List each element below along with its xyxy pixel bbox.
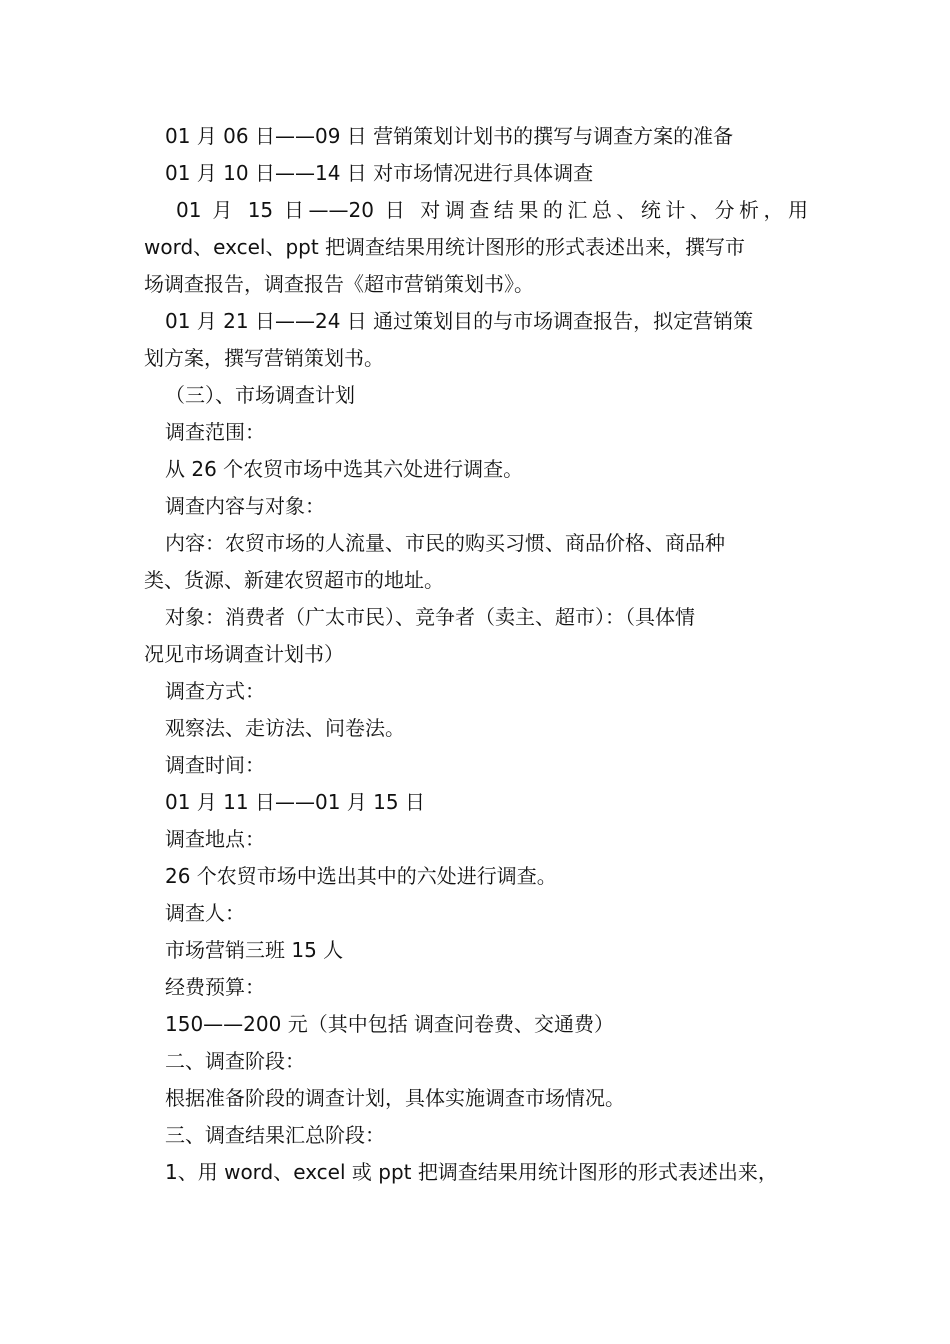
schedule-line-3-cont-1: word、excel、ppt 把调查结果用统计图形的形式表述出来，撰写市	[144, 235, 746, 259]
text-summary-stage-1: 1、用 word、excel 或 ppt 把调查结果用统计图形的形式表述出来，	[165, 1160, 778, 1184]
label-time: 调查时间：	[165, 753, 265, 777]
schedule-line-2: 01 月 10 日——14 日 对市场情况进行具体调查	[165, 161, 594, 185]
text-time: 01 月 11 日——01 月 15 日	[165, 790, 425, 814]
text-target-cont: 况见市场调查计划书）	[144, 642, 344, 666]
text-research-stage: 根据准备阶段的调查计划，具体实施调查市场情况。	[165, 1086, 625, 1110]
label-content-target: 调查内容与对象：	[165, 494, 325, 518]
text-people: 市场营销三班 15 人	[165, 938, 344, 962]
label-people: 调查人：	[165, 901, 245, 925]
heading-research-stage: 二、调查阶段：	[165, 1049, 305, 1073]
schedule-line-3-cont-2: 场调查报告，调查报告《超市营销策划书》。	[144, 272, 534, 296]
schedule-line-1: 01 月 06 日——09 日 营销策划计划书的撰写与调查方案的准备	[165, 124, 734, 148]
document-body	[144, 118, 808, 1191]
text-method: 观察法、走访法、问卷法。	[165, 716, 405, 740]
text-target: 对象：消费者（广太市民）、竞争者（卖主、超市）：（具体情	[165, 605, 695, 629]
text-location: 26 个农贸市场中选出其中的六处进行调查。	[165, 864, 557, 888]
schedule-line-3: 01 月 15 日——20 日 对调查结果的汇总、统计、分析，用	[176, 198, 808, 222]
schedule-line-4: 01 月 21 日——24 日 通过策划目的与市场调查报告，拟定营销策	[165, 309, 754, 333]
text-budget: 150——200 元（其中包括 调查问卷费、交通费）	[165, 1012, 615, 1036]
heading-summary-stage: 三、调查结果汇总阶段：	[165, 1123, 385, 1147]
text-scope: 从 26 个农贸市场中选其六处进行调查。	[165, 457, 524, 481]
label-location: 调查地点：	[165, 827, 265, 851]
section-heading-research-plan: （三）、市场调查计划	[165, 383, 355, 407]
text-content: 内容：农贸市场的人流量、市民的购买习惯、商品价格、商品种	[165, 531, 725, 555]
text-content-cont: 类、货源、新建农贸超市的地址。	[144, 568, 444, 592]
label-scope: 调查范围：	[165, 420, 265, 444]
schedule-line-4-cont: 划方案，撰写营销策划书。	[144, 346, 384, 370]
label-budget: 经费预算：	[165, 975, 265, 999]
label-method: 调查方式：	[165, 679, 265, 703]
